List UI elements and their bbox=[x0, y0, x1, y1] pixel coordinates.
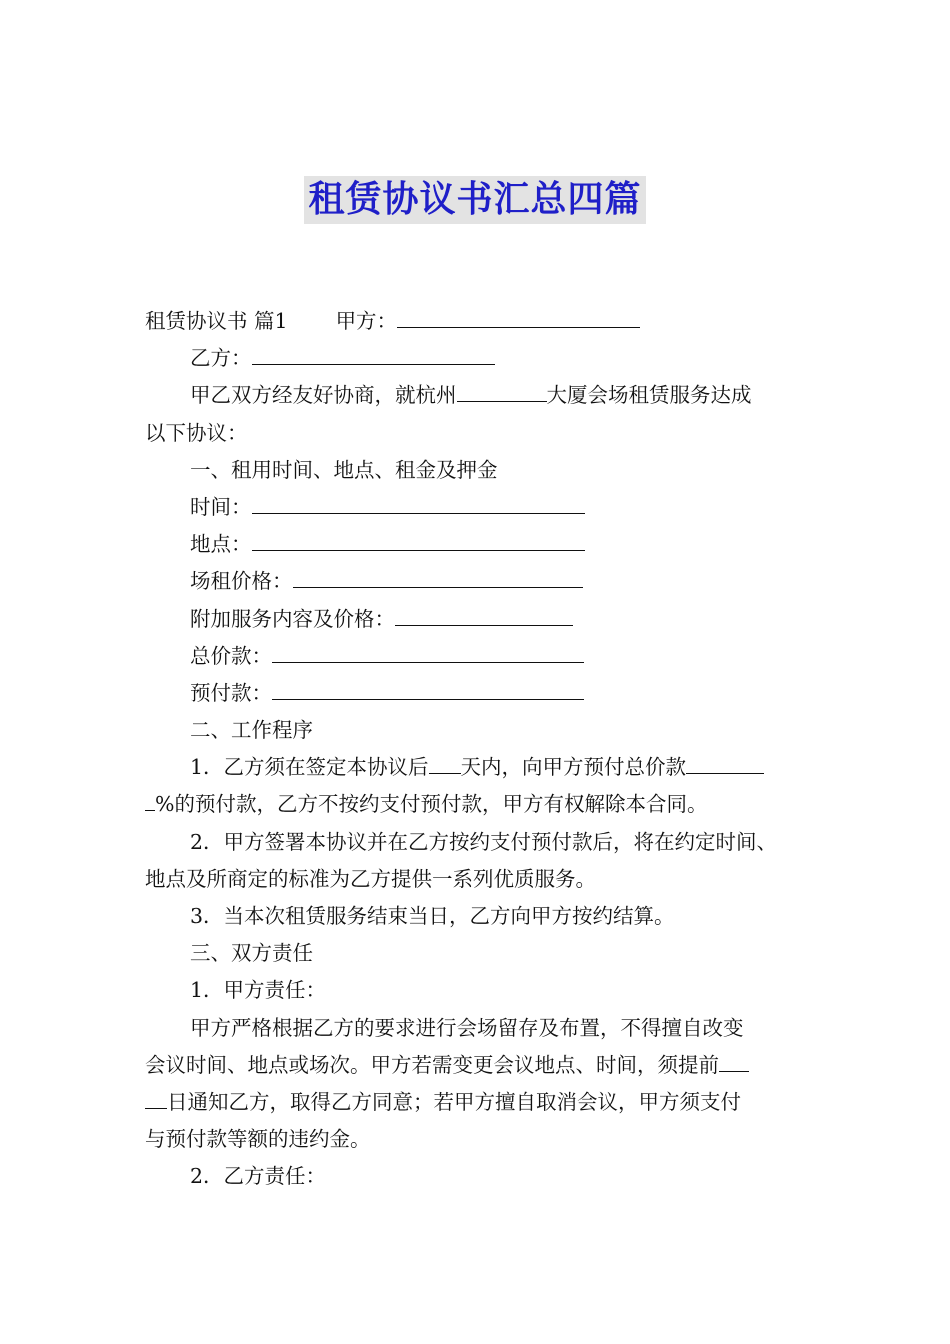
percent-blank-b bbox=[145, 786, 155, 811]
party-a-duty-heading bbox=[145, 972, 825, 1009]
party-b-duty-heading bbox=[145, 1158, 825, 1195]
notice-days-blank-b bbox=[145, 1084, 167, 1109]
party-b-line bbox=[145, 340, 825, 377]
party-b-blank bbox=[252, 340, 495, 365]
document-body bbox=[145, 303, 825, 1196]
rent-field bbox=[145, 563, 825, 600]
procedure-1-text-b: 天内，向甲方预付总价款 bbox=[460, 755, 687, 780]
party-a-duty-line-2 bbox=[145, 1047, 825, 1084]
place-field bbox=[145, 526, 825, 563]
days-blank bbox=[429, 749, 461, 774]
party-a-duty-text-a: 甲方严格根据乙方的要求进行会场留存及布置，不得擅自改变 bbox=[190, 1015, 744, 1040]
prepay-field bbox=[145, 675, 825, 712]
procedure-2-text-a: 2．甲方签署本协议并在乙方按约支付预付款后，将在约定时间、 bbox=[190, 829, 778, 854]
extra-label: 附加服务内容及价格： bbox=[190, 606, 395, 631]
procedure-1-text-a: 1．乙方须在签定本协议后 bbox=[190, 755, 429, 780]
party-a-duty-text-b: 会议时间、地点或场次。甲方若需变更会议地点、时间，须提前 bbox=[145, 1052, 719, 1077]
party-a-duty-line-1 bbox=[145, 1010, 825, 1047]
procedure-3-text: 3．当本次租赁服务结束当日，乙方向甲方按约结算。 bbox=[190, 904, 675, 928]
intro-text-b: 大厦会场租赁服务达成 bbox=[546, 383, 752, 408]
intro-line-2 bbox=[145, 415, 825, 452]
notice-days-blank-a bbox=[719, 1047, 749, 1072]
rent-label: 场租价格： bbox=[190, 569, 293, 594]
extra-field bbox=[145, 601, 825, 638]
time-field bbox=[145, 489, 825, 526]
procedure-1-line-1 bbox=[145, 749, 825, 786]
time-blank bbox=[252, 489, 585, 514]
procedure-2-line-2 bbox=[145, 861, 825, 898]
party-a-duty-text-c: 日通知乙方，取得乙方同意；若甲方擅自取消会议，甲方须支付 bbox=[167, 1089, 741, 1114]
procedure-3-line bbox=[145, 898, 825, 935]
procedure-1-line-2 bbox=[145, 786, 825, 823]
section-3-heading bbox=[145, 935, 825, 972]
procedure-2-text-b: 地点及所商定的标准为乙方提供一系列优质服务。 bbox=[145, 866, 596, 891]
intro-line-1 bbox=[145, 377, 825, 414]
party-a-duty-line-4 bbox=[145, 1121, 825, 1158]
total-blank bbox=[272, 638, 584, 663]
party-a-blank bbox=[397, 303, 640, 328]
section-1-text: 一、租用时间、地点、租金及押金 bbox=[190, 457, 498, 482]
total-label: 总价款： bbox=[190, 643, 272, 668]
intro-text-a: 甲乙双方经友好协商，就杭州 bbox=[190, 383, 457, 408]
party-b-label: 乙方： bbox=[190, 346, 252, 371]
place-label: 地点： bbox=[190, 532, 252, 557]
section-2-text: 二、工作程序 bbox=[190, 718, 313, 743]
document-title: 租赁协议书汇总四篇 bbox=[304, 176, 645, 224]
time-label: 时间： bbox=[190, 494, 252, 519]
section-2-heading bbox=[145, 712, 825, 749]
party-a-duty-text-d: 与预付款等额的违约金。 bbox=[145, 1127, 371, 1152]
section-3-text: 三、双方责任 bbox=[190, 941, 313, 966]
extra-blank bbox=[395, 601, 573, 626]
rent-blank bbox=[293, 563, 583, 588]
prepay-label: 预付款： bbox=[190, 680, 272, 705]
total-field bbox=[145, 638, 825, 675]
procedure-2-line-1 bbox=[145, 824, 825, 861]
party-a-duty-text: 1．甲方责任： bbox=[190, 978, 327, 1003]
title-container bbox=[0, 176, 950, 224]
percent-blank-a bbox=[686, 749, 764, 774]
party-a-duty-line-3 bbox=[145, 1084, 825, 1121]
place-blank bbox=[252, 526, 585, 551]
intro-text-c: 以下协议： bbox=[145, 420, 248, 445]
prepay-blank bbox=[272, 675, 584, 700]
party-a-label: 甲方： bbox=[335, 309, 398, 333]
section-label: 租赁协议书 篇1 bbox=[145, 309, 288, 333]
procedure-1-text-c: %的预付款，乙方不按约支付预付款，甲方有权解除本合同。 bbox=[155, 792, 708, 817]
party-a-line bbox=[145, 303, 825, 340]
party-b-duty-text: 2．乙方责任： bbox=[190, 1164, 327, 1189]
section-1-heading bbox=[145, 452, 825, 489]
building-blank bbox=[457, 377, 547, 402]
